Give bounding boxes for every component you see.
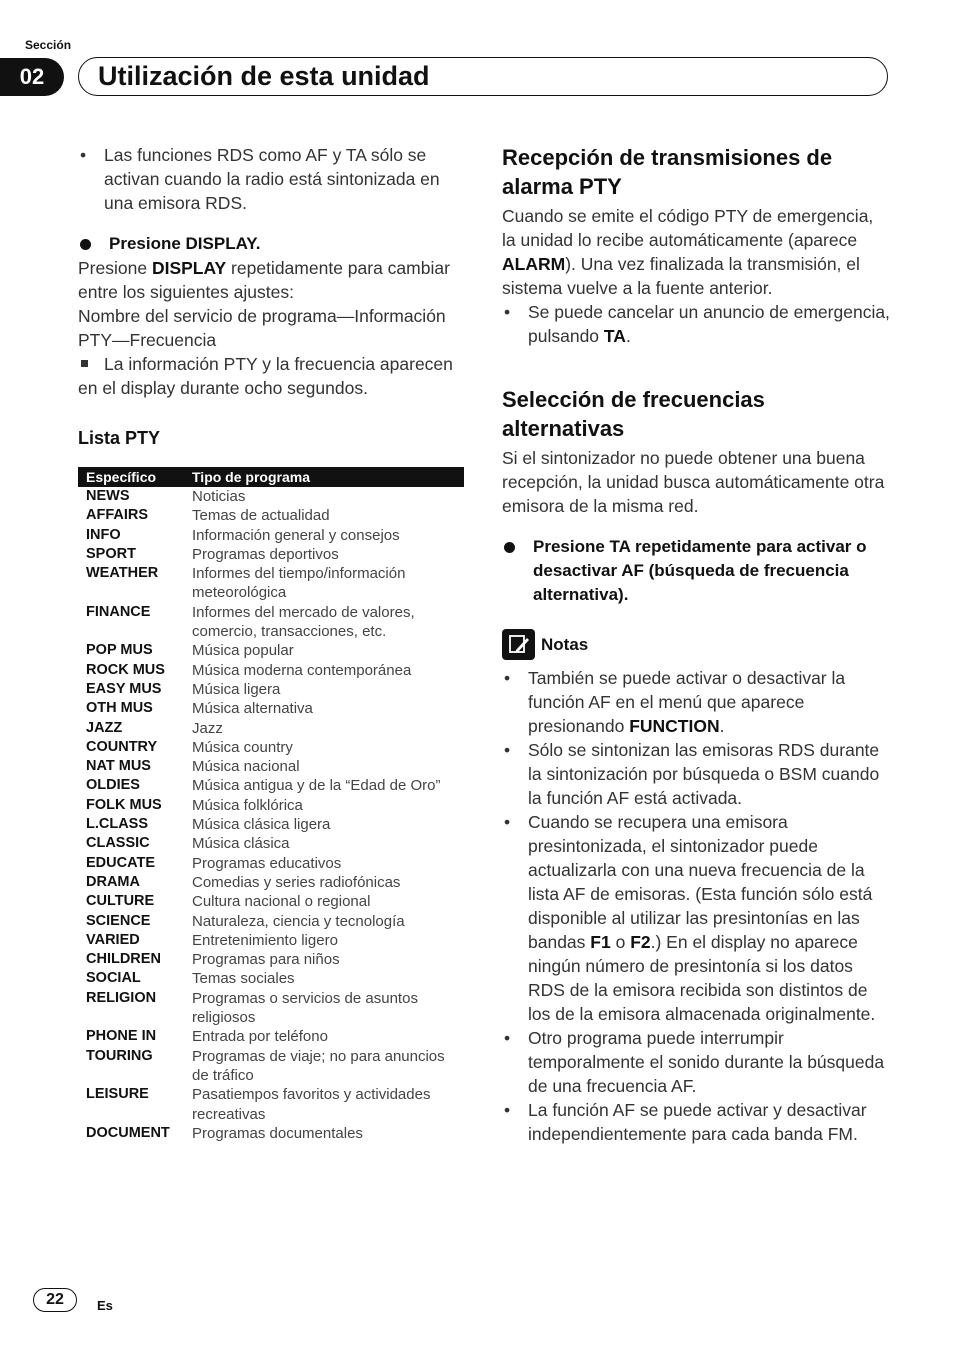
pty-description: Jazz [192, 719, 223, 737]
pty-description: Entrada por teléfono [192, 1028, 328, 1046]
pty-description: Música antigua y de la “Edad de Oro” [192, 777, 441, 795]
pty-code: JAZZ [86, 719, 123, 736]
pty-table-header [78, 467, 464, 487]
pty-description: Comedias y series radiofónicas [192, 873, 401, 891]
table-row [78, 969, 464, 988]
pty-description: Cultura nacional o regional [192, 893, 371, 911]
f1-keyword: F1 [590, 932, 611, 952]
table-row [78, 1047, 464, 1086]
pty-code: SOCIAL [86, 970, 141, 987]
page-title: Utilización de esta unidad [98, 61, 430, 91]
pty-code: NEWS [86, 488, 130, 504]
pty-table-wrapper [78, 467, 464, 1143]
pty-text-post: ). Una vez finalizada la transmisión, el sistema vuelve a la fuente anterior. [502, 254, 860, 298]
table-row [78, 719, 464, 738]
pty-bullet-post: . [625, 326, 631, 346]
pty-code: CULTURE [86, 893, 155, 910]
pty-description: Programas para niños [192, 951, 340, 969]
pty-code: POP MUS [86, 642, 153, 659]
table-row [78, 699, 464, 718]
pty-description: Temas de actualidad [192, 507, 330, 525]
table-row [78, 796, 464, 815]
notes-header [502, 629, 890, 660]
pty-alarm-text [502, 204, 890, 300]
pty-code: RELIGION [86, 989, 157, 1006]
pty-table [78, 467, 464, 1143]
pty-code: OTH MUS [86, 700, 153, 717]
table-row [78, 641, 464, 660]
pty-description: Música folklórica [192, 796, 303, 814]
note1-post: . [719, 716, 725, 736]
table-row [78, 950, 464, 969]
pty-description: Programas educativos [192, 854, 342, 872]
table-row [78, 989, 464, 1028]
table-row [78, 1124, 464, 1143]
display-note-text: La información PTY y la frecuencia aparecen en el display durante ocho segundos. [78, 354, 453, 398]
table-row [78, 545, 464, 564]
pty-description: Música country [192, 738, 293, 756]
pty-description: Naturaleza, ciencia y tecnología [192, 912, 405, 930]
pty-text-pre: Cuando se emite el código PTY de emergencia, la unidad lo recibe automáticamente (aparece [502, 206, 874, 250]
note3-mid: o [610, 932, 631, 952]
pty-code: VARIED [86, 931, 140, 948]
table-row [78, 757, 464, 776]
pty-code: SCIENCE [86, 912, 151, 929]
table-row [78, 776, 464, 795]
header-especifico: Específico [78, 467, 184, 487]
pty-description: Pasatiempos favoritos y actividades recreativas [192, 1086, 431, 1123]
pty-description: Música clásica [192, 835, 290, 853]
rds-bullet: • Las funciones RDS como AF y TA sólo se activan cuando la radio está sintonizada en una emisora RDS. [78, 143, 468, 215]
display-keyword: DISPLAY [151, 258, 227, 278]
note-1 [502, 666, 890, 738]
f2-keyword: F2 [630, 932, 651, 952]
af-heading: Selección de frecuencias alternativas [502, 387, 765, 441]
table-row [78, 680, 464, 699]
left-column [78, 143, 468, 400]
table-row [78, 815, 464, 834]
table-row [78, 834, 464, 853]
header-tipo: Tipo de programa [184, 467, 464, 487]
table-row [78, 931, 464, 950]
pencil-note-icon [502, 629, 535, 660]
pty-description: Música popular [192, 642, 294, 660]
pty-code: PHONE IN [86, 1028, 157, 1045]
pty-code: DRAMA [86, 873, 140, 890]
pty-code: SPORT [86, 545, 136, 562]
pty-code: L.CLASS [86, 816, 149, 833]
table-row [78, 873, 464, 892]
pty-code: FOLK MUS [86, 796, 162, 813]
pty-description: Temas sociales [192, 970, 295, 988]
display-text-pre: Presione [78, 258, 152, 278]
pty-code: TOURING [86, 1047, 153, 1064]
display-note [78, 352, 468, 400]
pty-description: Informes del tiempo/información meteorológica [192, 565, 406, 602]
note-3 [502, 810, 890, 1026]
pty-code: EDUCATE [86, 854, 156, 871]
section-number: 02 [0, 58, 64, 96]
display-text-post: repetidamente para cambiar entre los siguientes ajustes: [78, 258, 450, 302]
table-row [78, 526, 464, 545]
pty-code: AFFAIRS [86, 507, 149, 524]
display-instructions [78, 256, 468, 304]
table-row [78, 603, 464, 642]
table-row [78, 661, 464, 680]
table-row [78, 892, 464, 911]
language-code: Es [97, 1298, 113, 1313]
pty-description: Programas o servicios de asuntos religiosos [192, 989, 418, 1027]
table-row [78, 564, 464, 603]
function-keyword: FUNCTION [629, 716, 720, 736]
pty-description: Programas de viaje; no para anuncios de tráfico [192, 1047, 445, 1084]
af-step: Presione TA repetidamente para activar o desactivar AF (búsqueda de frecuencia alternativa). [502, 535, 890, 607]
pty-description: Música moderna contemporánea [192, 661, 412, 679]
af-text: Si el sintonizador no puede obtener una buena recepción, la unidad busca automáticamente otra emisora de la misma red. [502, 448, 885, 516]
table-row [78, 854, 464, 873]
pty-description: Entretenimiento ligero [192, 931, 338, 949]
pty-code: COUNTRY [86, 738, 158, 755]
table-row [78, 912, 464, 931]
table-row [78, 1085, 464, 1124]
pty-code: DOCUMENT [86, 1124, 170, 1141]
pty-code: LEISURE [86, 1086, 149, 1103]
note-5: • La función AF se puede activar y desactivar independientemente para cada banda FM. [502, 1098, 890, 1146]
pty-code: CHILDREN [86, 951, 161, 968]
table-row [78, 738, 464, 757]
pty-description: Programas documentales [192, 1124, 363, 1142]
pty-description: Música ligera [192, 680, 281, 698]
page-number: 22 [33, 1288, 77, 1312]
pty-code: CLASSIC [86, 835, 150, 852]
pty-code: WEATHER [86, 565, 159, 582]
pty-description: Noticias [192, 488, 246, 505]
table-row [78, 506, 464, 525]
pty-code: OLDIES [86, 777, 140, 794]
note-2: • Sólo se sintonizan las emisoras RDS durante la sintonización por búsqueda o BSM cuando la función AF está activada. [502, 738, 890, 810]
pty-description: Programas deportivos [192, 545, 339, 563]
pty-bullet-pre: Se puede cancelar un anuncio de emergencia, pulsando [528, 302, 890, 346]
alarm-keyword: ALARM [502, 254, 566, 274]
pty-code: NAT MUS [86, 758, 151, 775]
section-label: Sección [25, 38, 72, 52]
notes-title: Notas [541, 634, 589, 654]
display-step: Presione DISPLAY. [78, 232, 468, 256]
pty-description: Informes del mercado de valores, comercio, transacciones, etc. [192, 603, 415, 641]
pty-code: ROCK MUS [86, 661, 165, 678]
ta-keyword: TA [603, 326, 626, 346]
right-column [502, 143, 890, 1146]
square-bullet-icon [81, 360, 88, 367]
note-4: • Otro programa puede interrumpir temporalmente el sonido durante la búsqueda de una frecuencia AF. [502, 1026, 890, 1098]
pty-alarm-heading: Recepción de transmisiones de alarma PTY [502, 145, 833, 199]
display-options: Nombre del servicio de programa—Información PTY—Frecuencia [78, 306, 446, 350]
note3-pre: Cuando se recupera una emisora presintonizada, el sintonizador puede actualizarla con una nueva frecuencia de la lista AF de emisoras. (Esta función sólo está disponible al utilizar las presintonías en las bandas [528, 812, 873, 952]
pty-list-title: Lista PTY [78, 428, 161, 448]
note3-post: .) En el display no aparece ningún número de presintonía si los datos RDS de la emisora recibida son distintos de los de la emisora almacenada originalmente. [528, 932, 876, 1024]
pty-code: EASY MUS [86, 680, 162, 697]
table-row [78, 1027, 464, 1046]
note1-pre: También se puede activar o desactivar la función AF en el menú que aparece presionando [528, 668, 846, 736]
pty-description: Música alternativa [192, 700, 313, 718]
pty-description: Música clásica ligera [192, 816, 331, 834]
pty-code: INFO [86, 526, 121, 543]
table-row [78, 487, 464, 506]
pty-description: Música nacional [192, 758, 300, 776]
pty-code: FINANCE [86, 603, 151, 620]
pty-description: Información general y consejos [192, 526, 400, 544]
pty-cancel-bullet [502, 300, 890, 348]
